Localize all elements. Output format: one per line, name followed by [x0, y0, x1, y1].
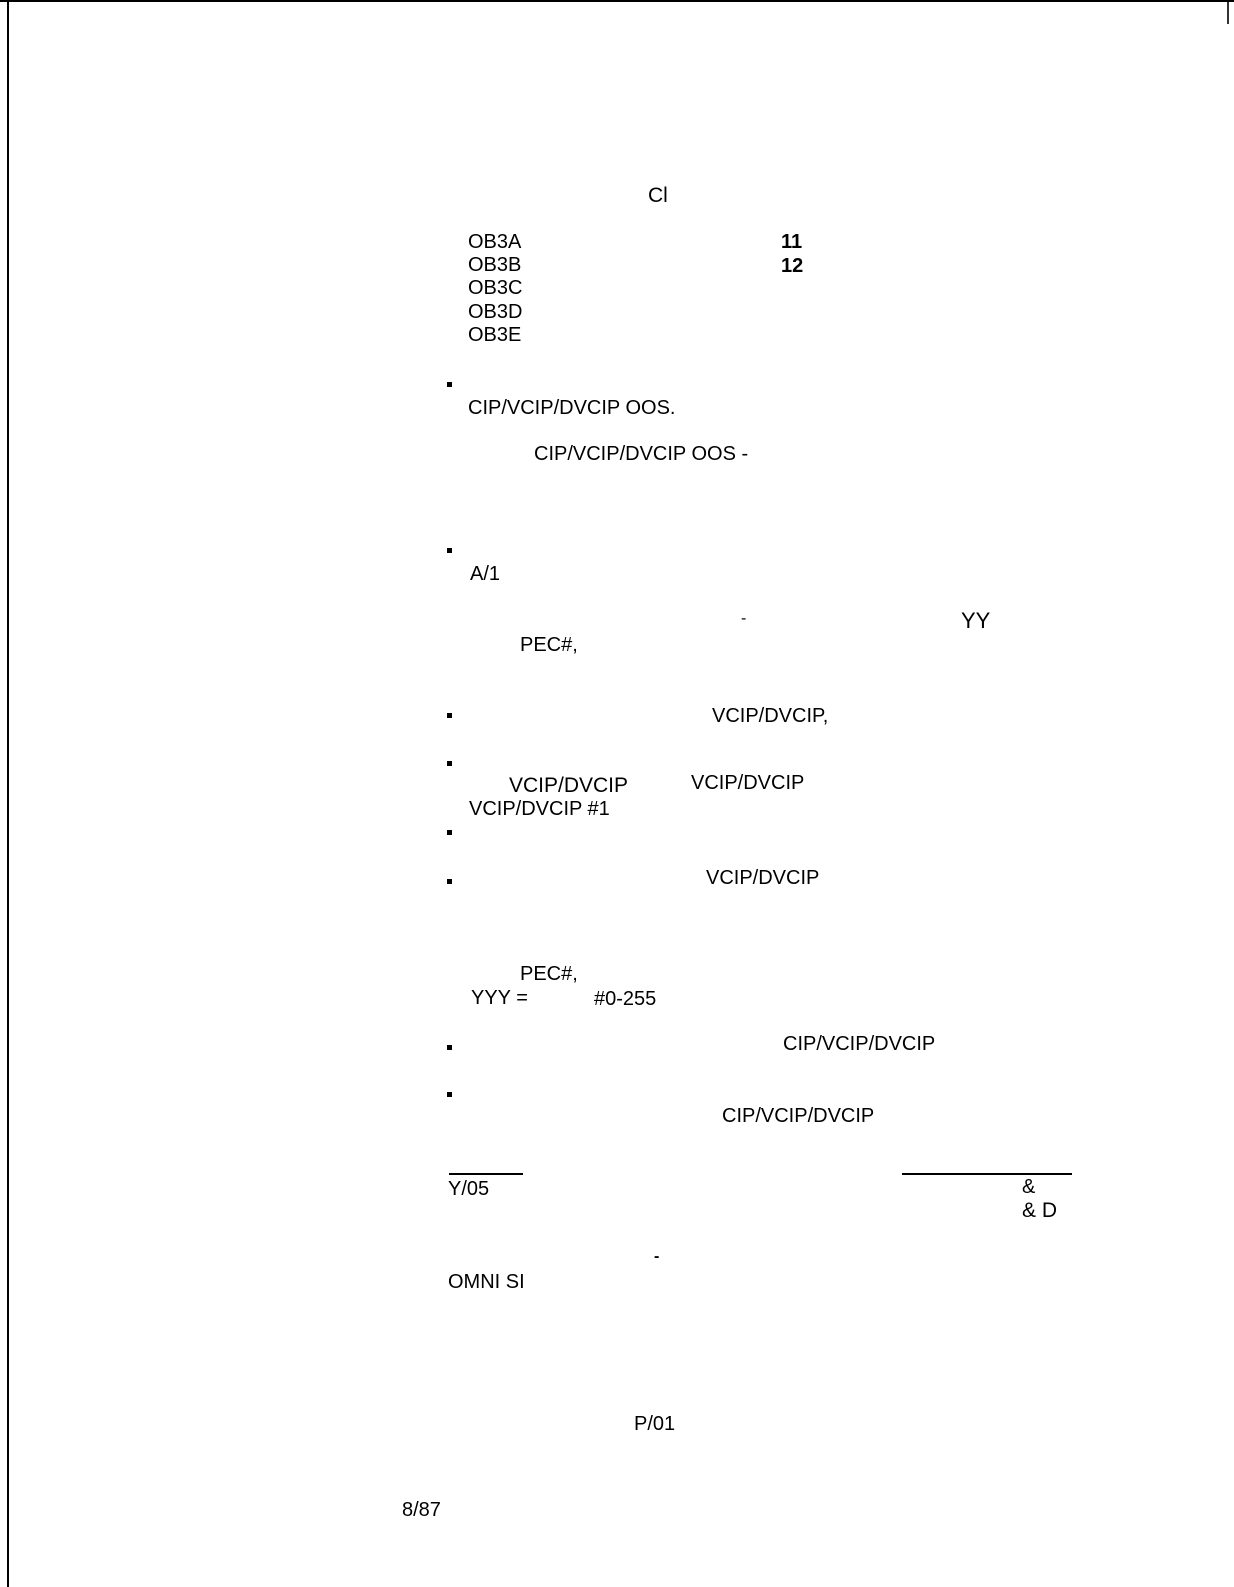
code-number: 12	[781, 255, 804, 277]
dash-mark: -	[654, 1248, 660, 1265]
omni-label: OMNI SI	[448, 1271, 525, 1293]
bullet-marker	[447, 879, 452, 884]
code-label: OB3A	[468, 231, 522, 253]
cip-line: CIP/VCIP/DVCIP	[783, 1033, 936, 1055]
bullet-marker	[447, 713, 452, 718]
yyy-label: YYY =	[471, 987, 528, 1009]
cip-line: CIP/VCIP/DVCIP	[722, 1105, 875, 1127]
bullet-marker	[447, 548, 452, 553]
range-label: #0-255	[594, 988, 657, 1010]
vcip-line: VCIP/DVCIP #1	[469, 798, 610, 820]
code-label: OB3D	[468, 301, 523, 323]
pec-label: PEC#,	[520, 634, 578, 656]
yy-label: YY	[961, 608, 991, 633]
bullet-marker	[447, 1092, 452, 1097]
a1-label: A/1	[470, 563, 501, 585]
right-edge-mark	[1227, 2, 1229, 24]
left-border-rule	[7, 0, 9, 1587]
code-label: OB3B	[468, 254, 522, 276]
pec-label: PEC#,	[520, 963, 578, 985]
vcip-line: VCIP/DVCIP,	[712, 705, 829, 727]
code-label: OB3C	[468, 277, 523, 299]
dash-mark: -	[741, 610, 747, 627]
signature-rule-right	[902, 1173, 1072, 1175]
oos-line: CIP/VCIP/DVCIP OOS.	[468, 397, 676, 419]
y05-label: Y/05	[448, 1178, 490, 1200]
code-number: 11	[781, 231, 803, 253]
vcip-line: VCIP/DVCIP	[691, 772, 805, 794]
date-label: 8/87	[402, 1499, 441, 1521]
bullet-marker	[447, 761, 452, 766]
ampersand-d-label: & D	[1022, 1199, 1058, 1222]
oos-line: CIP/VCIP/DVCIP OOS -	[534, 443, 749, 465]
code-label: OB3E	[468, 324, 522, 346]
top-border-rule	[0, 0, 1234, 2]
vcip-line: VCIP/DVCIP	[706, 867, 820, 889]
ampersand-label: &	[1022, 1176, 1036, 1198]
bullet-marker	[447, 382, 452, 387]
signature-rule-left	[449, 1173, 523, 1175]
vcip-line: VCIP/DVCIP	[509, 774, 629, 797]
bullet-marker	[447, 830, 452, 835]
p01-label: P/01	[634, 1413, 676, 1435]
header-ci: Cl	[648, 184, 668, 207]
bullet-marker	[447, 1045, 452, 1050]
